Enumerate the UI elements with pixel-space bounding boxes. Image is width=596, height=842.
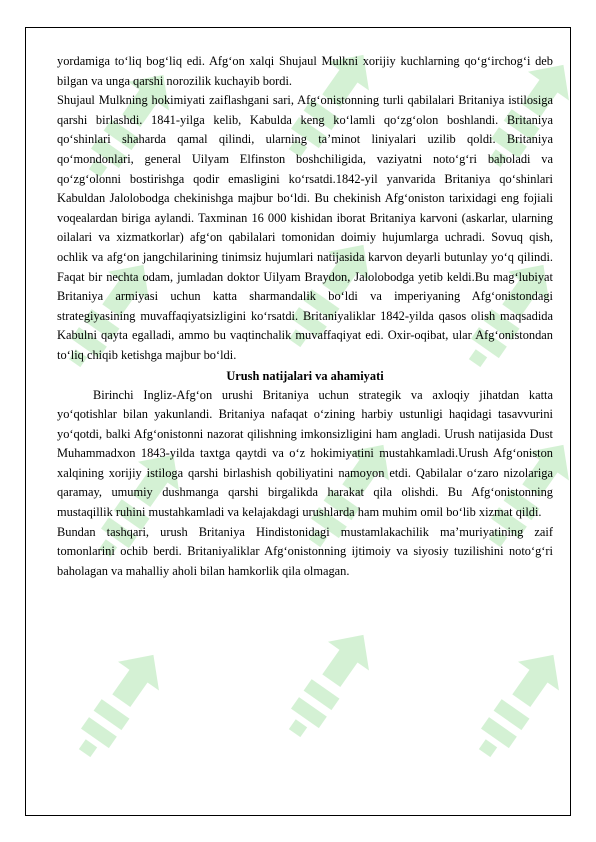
paragraph-uprising: Shujaul Mulkning hokimiyati zaiflashgani sari, Afg‘onistonning turli qabilalari Britaniya istilosiga qarshi birlashdi. 1841-yilga kelib, Kabulda keng ko‘lamli qo‘zg‘olon boshlandi. Britaniya qo‘shinlari shaharda qamal qilindi, ularning ta’minot liniyalari uzilib qoldi. Britaniya qo‘mondonlari, general Uilyam Elfinston boshchiligida, vaziyatni noto‘g‘ri baholadi va qo‘zg‘olonni bostirishga qodir emasligini ko‘rsatdi.1842-yil yanvarida Britaniya qo‘shinlari Kabuldan Jalolobodga chekinishga majbur bo‘ldi. Bu chekinish Afg‘oniston tarixidagi eng fojiali voqealardan biriga aylandi. Taxminan 16 000 kishidan iborat Britaniya karvoni (askarlar, ularning oilalari va xizmatkorlar) afg‘on qabilalari tomonidan doimiy hujumlarga uchradi. Sovuq qish, ochlik va afg‘on jangchilarining tinimsiz hujumlari natijasida karvon deyarli butunlay yo‘q qilindi. Faqat bir nechta odam, jumladan doktor Uilyam Braydon, Jalolobodga yetib keldi.Bu mag‘lubiyat Britaniya armiyasi uchun katta sharmandalik bo‘ldi va imperiyaning Afg‘onistondagi strategiyasining muvaffaqiyatsizligini ko‘rsatdi. Britaniyaliklar 1842-yilda qasos olish maqsadida Kabulni qayta egalladi, ammo bu vaqtinchalik muvaffaqiyat edi. Oxir-oqibat, ular Afg‘onistondan to‘liq chiqib ketishga majbur bo‘ldi. (57, 93, 553, 362)
paragraph-intro-continuation: yordamiga to‘liq bog‘liq edi. Afg‘on xalqi Shujaul Mulkni xorijiy kuchlarning qo‘g‘irchog‘i deb bilgan va unga qarshi norozilik kuchayib bordi. (57, 54, 553, 88)
section-heading: Urush natijalari va ahamiyati (226, 368, 384, 383)
paragraph-results: Birinchi Ingliz-Afg‘on urushi Britaniya uchun strategik va axloqiy jihatdan katta yo‘qotishlar bilan yakunlandi. Britaniya nafaqat o‘zining harbiy ustunligi haqidagi tasavvurini yo‘qotdi, balki Afg‘onistonni nazorat qilishning imkonsizligini ham angladi. Urush natijasida Dust Muhammadxon 1843-yilda taxtga qaytdi va o‘z hokimiyatini mustahkamladi.Urush Afg‘oniston xalqining xorijiy istiloga qarshi birlashish qobiliyatini namoyon etdi. Qabilalar o‘zaro nizolariga qaramay, umumiy dushmanga qarshi birgalikda harakat qila olishdi. Bu Afg‘onistonning mustaqillik ruhini mustahkamladi va kelajakdagi urushlarda ham muhim omil bo‘lib xizmat qildi. (57, 387, 553, 520)
paragraph-colonial-weakness: Bundan tashqari, urush Britaniya Hindistonidagi mustamlakachilik ma’muriyatining zaif tomonlarini ochib berdi. Britaniyaliklar Afg‘onistonning ijtimoiy va siyosiy tuzilishini noto‘g‘ri baholagan va mahalliy aholi bilan hamkorlik qila olmagan. (57, 524, 553, 578)
document-body (57, 52, 553, 581)
